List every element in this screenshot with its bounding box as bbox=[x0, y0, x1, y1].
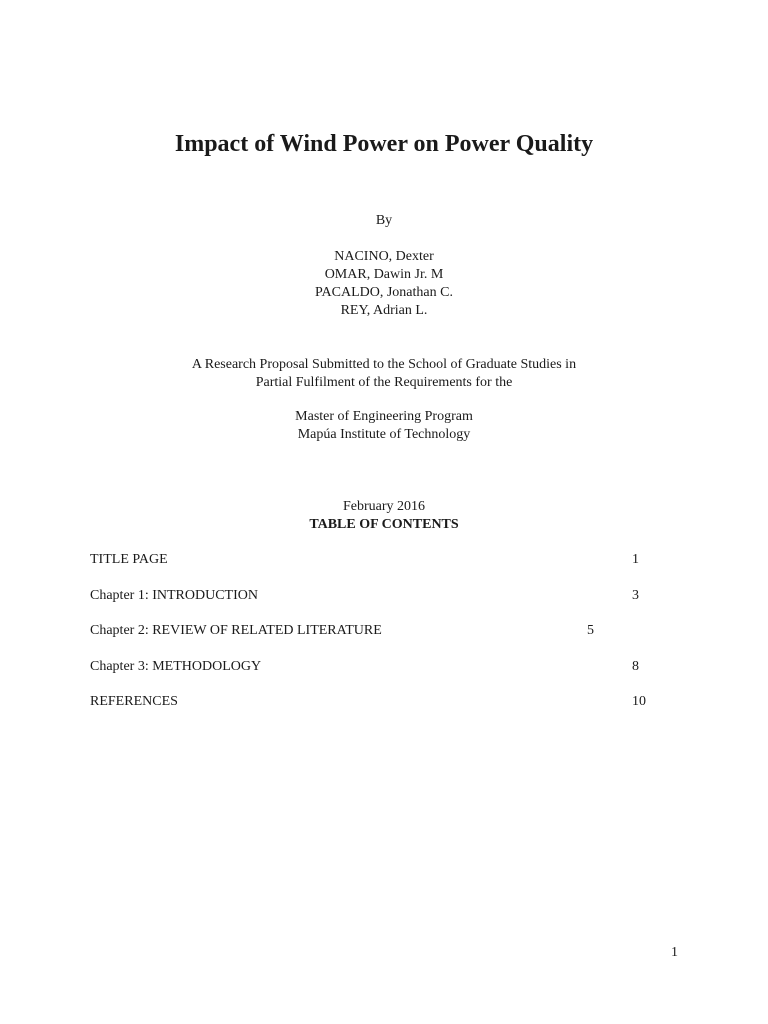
toc-entry-label: REFERENCES bbox=[90, 694, 178, 709]
toc-entry-page: 3 bbox=[632, 588, 639, 603]
program-info bbox=[0, 408, 768, 444]
toc-entry-page: 10 bbox=[632, 694, 646, 709]
document-date: February 2016 bbox=[342, 499, 426, 514]
toc-entry-label: Chapter 3: METHODOLOGY bbox=[90, 659, 262, 674]
toc-entry-label: Chapter 1: INTRODUCTION bbox=[90, 588, 258, 603]
document-title: Impact of Wind Power on Power Quality bbox=[174, 131, 594, 157]
author-name: PACALDO, Jonathan C. bbox=[315, 285, 453, 300]
toc-entry-label: TITLE PAGE bbox=[90, 552, 168, 567]
proposal-statement bbox=[0, 356, 768, 392]
toc-entry-page: 1 bbox=[632, 552, 639, 567]
proposal-line: A Research Proposal Submitted to the School of Graduate Studies in bbox=[191, 357, 577, 372]
proposal-line: Partial Fulfilment of the Requirements for the bbox=[255, 375, 513, 390]
author-list bbox=[0, 248, 768, 320]
program-name: Master of Engineering Program bbox=[295, 409, 473, 424]
author-name: NACINO, Dexter bbox=[334, 249, 434, 264]
page-number: 1 bbox=[671, 945, 678, 960]
author-name: REY, Adrian L. bbox=[340, 303, 428, 318]
by-label: By bbox=[375, 213, 393, 228]
author-name: OMAR, Dawin Jr. M bbox=[324, 267, 444, 282]
toc-entry-page: 8 bbox=[632, 659, 639, 674]
toc-heading: TABLE OF CONTENTS bbox=[309, 517, 459, 532]
toc-entry-label: Chapter 2: REVIEW OF RELATED LITERATURE bbox=[90, 623, 382, 638]
institution-name: Mapúa Institute of Technology bbox=[297, 427, 471, 442]
toc-entry-page: 5 bbox=[587, 623, 594, 638]
